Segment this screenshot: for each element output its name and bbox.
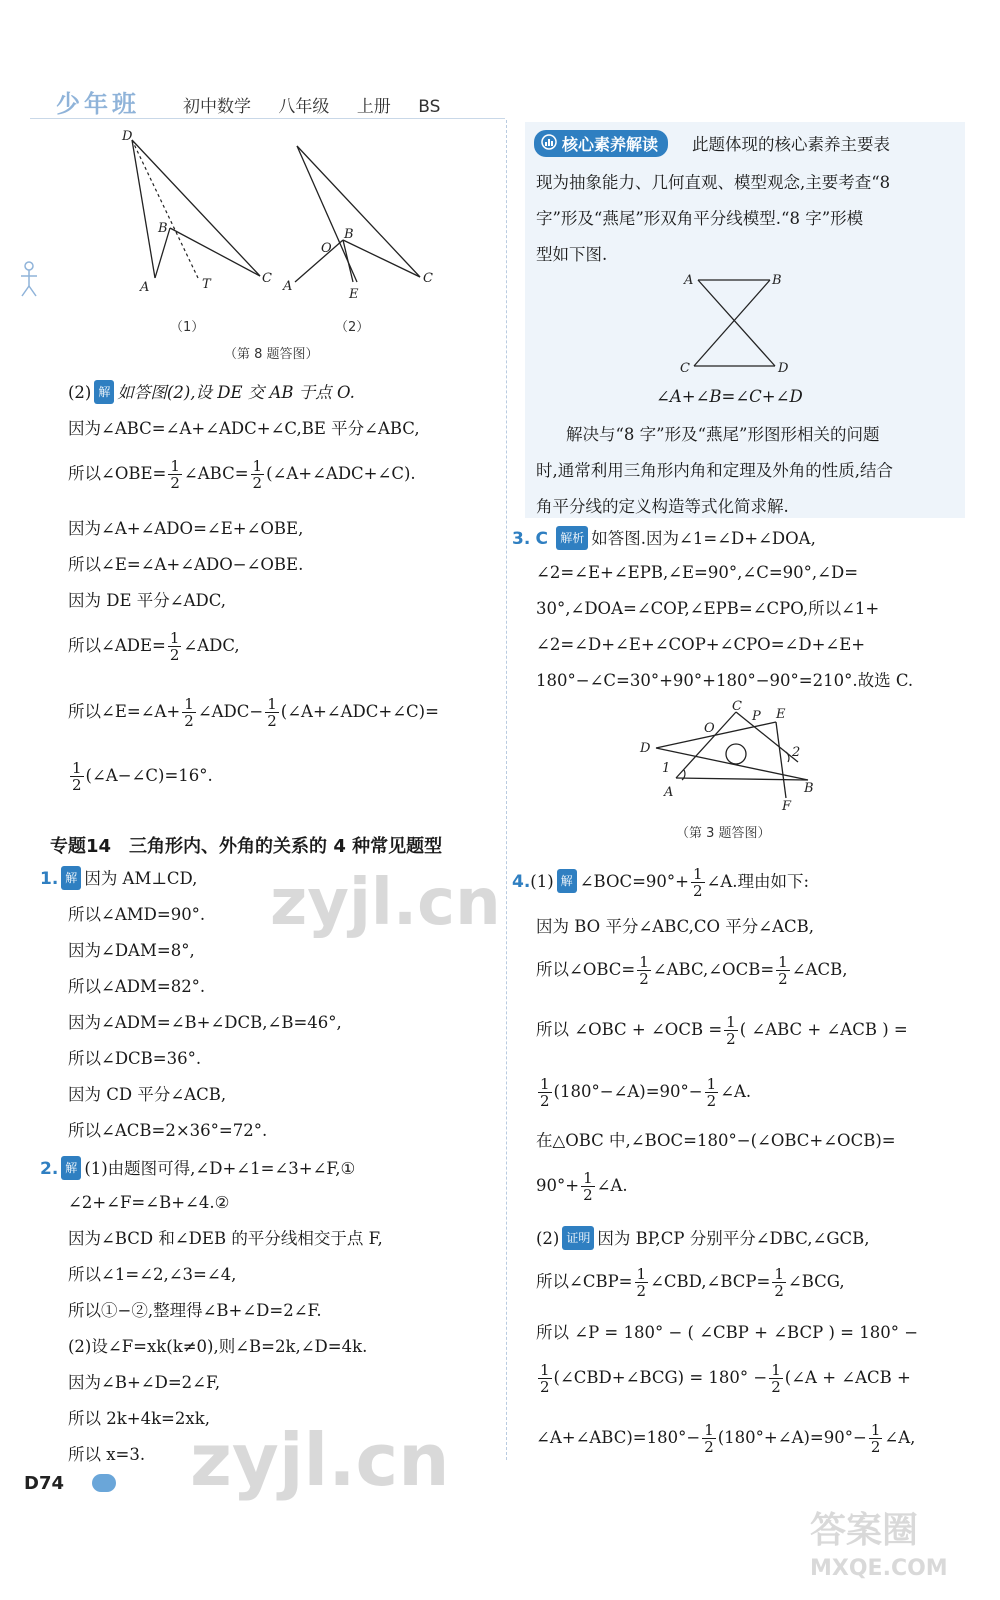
svg-text:D: D <box>778 361 789 376</box>
q3-line-2: ∠2=∠E+∠EPB,∠E=90°,∠C=90°,∠D= <box>536 563 859 582</box>
q2-line-3: 因为∠BCD 和∠DEB 的平分线相交于点 F, <box>68 1229 383 1248</box>
solution-badge: 解 <box>61 866 81 890</box>
series-logo: 少年班 <box>56 90 140 118</box>
svg-text:A: A <box>684 273 694 288</box>
svg-text:2: 2 <box>792 745 801 760</box>
core-line-6: 时,通常利用三角形内角和定理及外角的性质,结合 <box>536 461 893 480</box>
q8-line-2: 因为∠ABC=∠A+∠ADC+∠C,BE 平分∠ABC, <box>68 419 420 438</box>
q4-line-11: $\frac{1}{2}$ (∠CBD+∠BCG) = 180° − $\frac{1}{2}$ (∠A + ∠ACB + <box>540 1361 911 1396</box>
q2-line-6: (2)设∠F=xk(k≠0),则∠B=2k,∠D=4k. <box>68 1337 368 1356</box>
solution-badge: 解 <box>61 1156 81 1180</box>
q4-line-4: 所以 ∠OBC + ∠OCB = $\frac{1}{2}$ ( ∠ABC + ∠ACB ) = <box>536 1013 908 1048</box>
q1-line-6: 所以∠DCB=36°. <box>68 1049 202 1068</box>
q2-line-2: ∠2+∠F=∠B+∠4.② <box>68 1193 230 1212</box>
proof-badge: 证明 <box>562 1226 594 1250</box>
q4-line-9: 所以∠CBP= $\frac{1}{2}$ ∠CBD,∠BCP= $\frac{1}{2}$ ∠BCG, <box>536 1265 845 1300</box>
svg-text:C: C <box>732 699 742 714</box>
fig8-1-label-t: T <box>202 277 211 292</box>
header-rule <box>30 118 505 119</box>
topic-title: 专题14 三角形内、外角的关系的 4 种常见题型 <box>50 836 443 857</box>
core-title: 核心素养解读 <box>534 130 668 157</box>
fig8-caption: （第 8 题答图） <box>224 347 319 362</box>
page-header <box>18 82 518 122</box>
q8-line-5: 所以∠E=∠A+∠ADO−∠OBE. <box>68 555 304 574</box>
column-divider <box>506 120 507 1460</box>
page-number: D74 <box>24 1473 64 1494</box>
fig8-2-label-b: B <box>344 227 354 242</box>
q8-line-8: 所以∠E=∠A+ $\frac{1}{2}$ ∠ADC− $\frac{1}{2}$ (∠A+∠ADC+∠C)= <box>68 695 439 730</box>
figure-eight-diagram <box>680 268 800 378</box>
svg-text:F: F <box>782 799 792 814</box>
core-line-3: 字”形及“燕尾”形双角平分线模型.“8 字”形模 <box>536 209 864 228</box>
header-info <box>183 92 462 117</box>
solution-badge: 解 <box>557 869 577 893</box>
fig8-2-label-e: E <box>349 287 359 302</box>
q1-line-7: 因为 CD 平分∠ACB, <box>68 1085 227 1104</box>
watermark-top: zyjl.cn <box>270 866 501 940</box>
svg-text:B: B <box>772 273 782 288</box>
edition-label: BS <box>418 97 441 117</box>
svg-text:C: C <box>680 361 690 376</box>
core-line-5: 解决与“8 字”形及“燕尾”形图形相关的问题 <box>566 425 880 444</box>
fig8-2-label-o: O <box>321 241 332 256</box>
q8-line-1: (2) 解 如答图(2),设 DE 交 AB 于点 O. <box>68 380 355 404</box>
fig8-diagram-1 <box>110 128 293 308</box>
q8-line-6: 因为 DE 平分∠ADC, <box>68 591 227 610</box>
q8-line-4: 因为∠A+∠ADO=∠E+∠OBE, <box>68 519 304 538</box>
volume-label: 上册 <box>356 97 391 117</box>
watermark-site: MXQE.COM <box>810 1556 948 1581</box>
q4-line-3: 所以∠OBC= $\frac{1}{2}$ ∠ABC,∠OCB= $\frac{1}{2}$ ∠ACB, <box>536 953 848 988</box>
chart-icon <box>540 134 558 150</box>
q4-line-7: 90°+ $\frac{1}{2}$ ∠A. <box>536 1169 628 1204</box>
solution-badge: 解 <box>94 380 114 404</box>
q1-line-5: 因为∠ADM=∠B+∠DCB,∠B=46°, <box>68 1013 342 1032</box>
q3-line-3: 30°,∠DOA=∠COP,∠EPB=∠CPO,所以∠1+ <box>536 599 880 618</box>
core-line-1: 此题体现的核心素养主要表 <box>692 135 890 154</box>
fig8-diagram-2 <box>285 132 445 312</box>
q2-line-8: 所以 2k+4k=2xk, <box>68 1409 210 1428</box>
svg-text:1: 1 <box>662 761 671 776</box>
core-line-4: 型如下图. <box>536 245 608 264</box>
q4-line-2: 因为 BO 平分∠ABC,CO 平分∠ACB, <box>536 917 815 936</box>
svg-text:O: O <box>704 721 715 736</box>
q8-line-9: $\frac{1}{2}$ (∠A−∠C)=16°. <box>72 759 213 794</box>
svg-text:D: D <box>640 741 651 756</box>
q1-line-2: 所以∠AMD=90°. <box>68 905 206 924</box>
analysis-badge: 解析 <box>556 526 588 550</box>
q1-header: 1. 解 因为 AM⊥CD, <box>40 866 197 890</box>
q4-line-10: 所以 ∠P = 180° − ( ∠CBP + ∠BCP ) = 180° − <box>536 1323 919 1342</box>
q4-line-6: 在△OBC 中,∠BOC=180°−(∠OBC+∠OCB)= <box>536 1131 896 1150</box>
q2-line-4: 所以∠1=∠2,∠3=∠4, <box>68 1265 237 1284</box>
fig8-1-label-c: C <box>262 271 272 286</box>
fig3-diagram <box>636 700 826 815</box>
q1-line-4: 所以∠ADM=82°. <box>68 977 206 996</box>
core-formula: ∠A+∠B=∠C+∠D <box>656 387 803 406</box>
svg-text:B: B <box>804 781 814 796</box>
q1-line-8: 所以∠ACB=2×36°=72°. <box>68 1121 268 1140</box>
q2-line-9: 所以 x=3. <box>68 1445 146 1464</box>
q3-header: 3. C 解析 如答图.因为∠1=∠D+∠DOA, <box>512 526 816 550</box>
q3-line-4: ∠2=∠D+∠E+∠COP+∠CPO=∠D+∠E+ <box>536 635 866 654</box>
fig8-1-label-a: A <box>140 280 150 295</box>
q2-line-7: 因为∠B+∠D=2∠F, <box>68 1373 221 1392</box>
q3-line-5: 180°−∠C=30°+90°+180°−90°=210°.故选 C. <box>536 671 914 690</box>
q8-line-3: 所以∠OBE= $\frac{1}{2}$ ∠ABC= $\frac{1}{2}$ (∠A+∠ADC+∠C). <box>68 457 416 492</box>
core-title-wrap <box>534 130 668 157</box>
fig8-2-label-c: C <box>423 271 433 286</box>
fig8-sub1: （1） <box>170 320 205 335</box>
fig3-caption: （第 3 题答图） <box>676 826 771 841</box>
figure-doodle-icon <box>18 260 40 300</box>
fig8-1-label-b: B <box>158 221 168 236</box>
page-badge-icon <box>92 1474 116 1492</box>
svg-text:E: E <box>776 707 786 722</box>
watermark-logo: 答案圈 <box>810 1510 919 1551</box>
watermark-bottom: zyjl.cn <box>190 1418 450 1502</box>
q2-line-5: 所以①−②,整理得∠B+∠D=2∠F. <box>68 1301 322 1320</box>
q4-line-8: (2) 证明 因为 BP,CP 分别平分∠DBC,∠GCB, <box>536 1226 870 1250</box>
subject-label: 初中数学 <box>183 97 251 117</box>
q4-line-5: $\frac{1}{2}$ (180°−∠A)=90°− $\frac{1}{2}$ ∠A. <box>540 1075 752 1110</box>
fig8-1-label-d: D <box>122 129 133 144</box>
q8-line-7: 所以∠ADE= $\frac{1}{2}$ ∠ADC, <box>68 629 240 664</box>
q1-line-3: 因为∠DAM=8°, <box>68 941 195 960</box>
q2-header: 2. 解 (1)由题图可得,∠D+∠1=∠3+∠F,① <box>40 1156 355 1180</box>
core-line-7: 角平分线的定义构造等式化简求解. <box>536 497 789 516</box>
svg-text:A: A <box>664 785 674 800</box>
q4-line-12: ∠A+∠ABC)=180°− $\frac{1}{2}$ (180°+∠A)=90°− $\frac{1}{2}$ ∠A, <box>536 1421 916 1456</box>
fig8-sub2: （2） <box>335 320 370 335</box>
grade-label: 八年级 <box>278 97 330 117</box>
fig8-2-label-a: A <box>283 279 293 294</box>
q4-line-1: 4.(1) 解 ∠BOC=90°+ $\frac{1}{2}$ ∠A.理由如下: <box>512 865 810 900</box>
svg-text:P: P <box>752 709 761 724</box>
core-line-2: 现为抽象能力、几何直观、模型观念,主要考查“8 <box>536 173 891 192</box>
